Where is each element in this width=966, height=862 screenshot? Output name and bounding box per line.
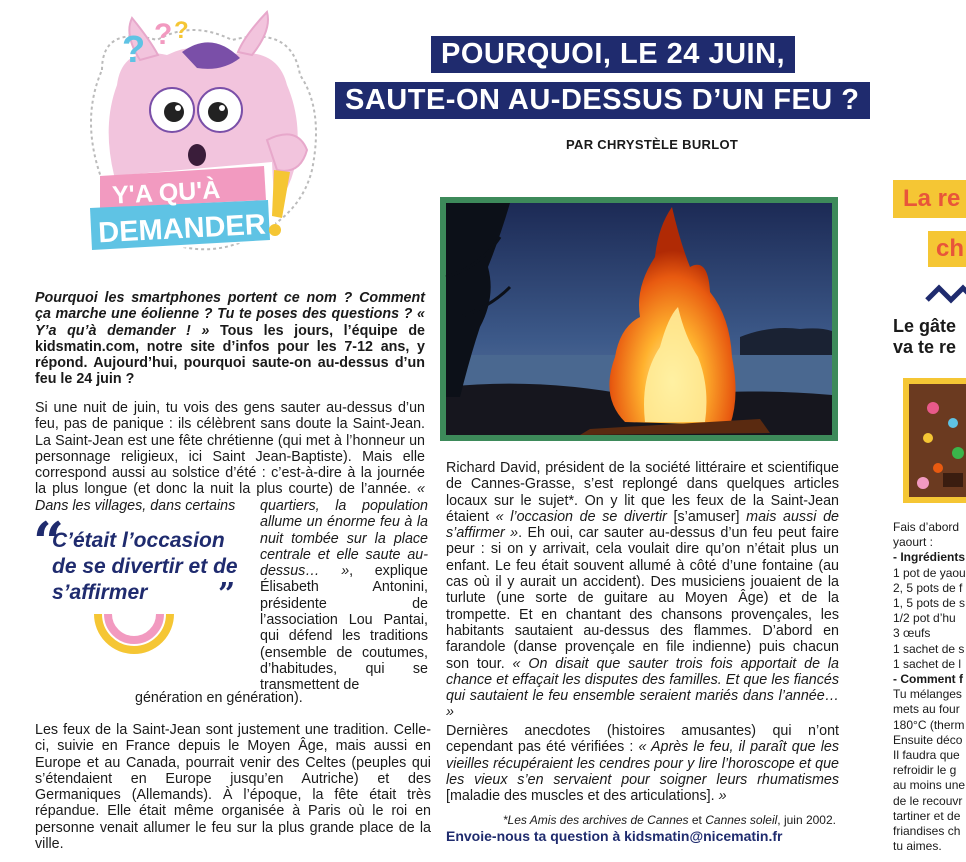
- p1-text: Si une nuit de juin, tu vois des gens sauter au-dessus d’un feu, pas de panique : ils célèbrent sans doute la Saint-Jean. La Saint-Jean est une fête chrétienne (qui met à l’honneur un personnage religieux, ici Saint Jean-Baptiste). Mais elle correspond aussi au solstice d’été : c’est-à-dire à la journée la plus longue (et donc la nuit la plus courte) de l’année.: [35, 400, 425, 498]
- sidebar-recipe-line: yaourt :: [893, 535, 934, 550]
- sidebar-recipe-text: [893, 520, 966, 854]
- p3-quote-1: « l’occasion de se divertir: [495, 508, 667, 525]
- intro-questions: Pourquoi les smartphones portent ce nom ? Comment ça marche une éolienne ? Tu te poses des questions ? « Y’a qu’à demander ! »: [35, 290, 425, 339]
- footnote: [486, 813, 836, 827]
- byline: PAR CHRYSTÈLE BURLOT: [566, 137, 739, 152]
- sidebar-recipe-line: friandises ch: [893, 824, 961, 839]
- body-paragraph-1-end: génération en génération).: [135, 690, 303, 706]
- svg-text:?: ?: [122, 29, 146, 71]
- sidebar-heading-2: ch: [928, 231, 966, 267]
- footnote-a: *Les Amis des archives de Cannes: [502, 813, 689, 827]
- p3-text-c: . Eh oui, car sauter au-dessus d’un feu peut faire peur : si on y arrivait, cela voulait dire qu’on n’était plus un enfant. Le feu était souvent allumé à côté d’une fontaine (au cas où il y aurait un accident). Des musiciens jouaient de la turlute (une sorte de guitare au Moyen Âge) et de la trompette. Et en chantant des chansons provençales, les habitants sautaient au-dessus des flammes. D’abord en farandole (danse provençale en file indienne) puis chacun son tour.: [446, 525, 839, 672]
- sidebar-recipe-line: 1/2 pot d’hu: [893, 611, 956, 626]
- sidebar-recipe-line: - Comment f: [893, 672, 963, 687]
- p4-quote: « Après le feu, il paraît que les vieilles récupéraient les cendres pour y lire l’horoscope et que les vieux s’en servaient pour soigner leurs rhumatismes: [446, 739, 839, 788]
- p3-quote-2: mais aussi de s’affirmer »: [446, 508, 839, 542]
- body-paragraph-4: [446, 723, 839, 804]
- rainbow-arc-decoration: [92, 608, 176, 658]
- sidebar-recipe-line: Ensuite déco: [893, 732, 963, 747]
- badge-line2: DEMANDER: [97, 208, 267, 250]
- intro-rest: Tous les jours, l’équipe de kidsmatin.com, notre site d’infos pour les 7-12 ans, y répond. Aujourd’hui, pourquoi saute-on au-dessus d’un feu le 24 juin ?: [35, 322, 425, 388]
- sidebar-recipe-line: mets au four: [893, 702, 960, 717]
- p3-text-a: Richard David, président de la société littéraire et scientifique de Cannes-Grasse, s’est replongé dans quelques articles locaux sur le sujet*. On y lit que les feux de la Saint-Jean étaient: [446, 460, 839, 525]
- sidebar-subtitle: [893, 316, 966, 358]
- footnote-c: Cannes soleil: [705, 813, 778, 827]
- sidebar-recipe-line: de le recouvr: [893, 793, 963, 808]
- svg-text:?: ?: [154, 18, 173, 51]
- footnote-d: , juin 2002.: [777, 813, 836, 827]
- sidebar-recipe-line: 3 œufs: [893, 626, 931, 641]
- sidebar-heading-1: La re: [893, 180, 966, 218]
- pull-quote-close-mark: ”: [218, 577, 236, 612]
- sidebar-recipe-line: 2, 5 pots de f: [893, 580, 963, 595]
- sidebar-recipe-line: 1, 5 pots de s: [893, 596, 966, 611]
- chevron-decoration-icon: [925, 282, 966, 304]
- sidebar-subtitle-line-2: va te re: [893, 337, 957, 357]
- pull-quote: C’était l’occasion de se divertir et de s’affirmer: [52, 529, 238, 604]
- sidebar-recipe-line: tu aimes.: [893, 839, 942, 854]
- sidebar-recipe-line: Tu mélanges: [893, 687, 962, 702]
- headline-line-1: POURQUOI, LE 24 JUIN,: [431, 36, 795, 73]
- svg-text:?: ?: [174, 17, 189, 44]
- p1-cont: , explique Élisabeth Antonini, présidente de l’association Lou Pantai, qui défend les traditions (ensemble de coutumes, d’habitudes, qui se transmettent de: [260, 563, 428, 694]
- mascot-illustration: [62, 0, 334, 275]
- sidebar-recipe-line: 1 pot de yaou: [893, 565, 966, 580]
- sidebar-recipe-line: au moins une: [893, 778, 966, 793]
- pull-quote-open-mark: “: [33, 510, 65, 574]
- sidebar-recipe-line: 1 sachet de l: [893, 656, 962, 671]
- sidebar-recipe-line: refroidir le g: [893, 763, 957, 778]
- p3-text-b: [s’amuser]: [666, 508, 747, 525]
- sidebar-recipe-line: tartiner et de: [893, 808, 961, 823]
- cake-photo: [903, 378, 966, 503]
- p1-quote-start: « Dans les villages, dans certains: [35, 481, 425, 514]
- body-paragraph-1-wrap: [260, 498, 428, 694]
- sidebar-recipe-line: 180°C (therm: [893, 717, 965, 732]
- sidebar-recipe-line: 1 sachet de s: [893, 641, 965, 656]
- headline-line-2: SAUTE-ON AU-DESSUS D’UN FEU ?: [335, 82, 870, 119]
- body-paragraph-2: Les feux de la Saint-Jean sont justement une tradition. Celle-ci, suivie en France depuis le Moyen Âge, mais aussi en Europe et au Canada, pourrait venir des Celtes (peuples qui s’étendaient en Europe jusqu’en Autriche) et des Germaniques (Allemands). À l’époque, la fête était très répandue. Elle était même organisée à Paris où le roi en personne venait allumer le feu sur la plus grande place de la ville.: [35, 722, 431, 853]
- sidebar-recipe-line: Fais d’abord: [893, 520, 960, 534]
- intro-paragraph: [35, 290, 425, 388]
- contact-line: Envoie-nous ta question à kidsmatin@nicematin.fr: [446, 828, 783, 844]
- p4-quote-end: »: [718, 788, 727, 805]
- badge-line1: Y'A QU'À: [111, 176, 221, 210]
- sidebar-recipe-line: - Ingrédients: [893, 550, 966, 565]
- p1-quote-cont: quartiers, la population allume un énorme feu à la nuit tombée sur la place centrale et elle saute au-dessus… »: [260, 498, 428, 580]
- body-paragraph-1: [35, 400, 425, 514]
- sidebar-recipe-line: Il faudra que: [893, 748, 960, 763]
- bonfire-photo: [440, 197, 838, 441]
- footnote-b: et: [688, 813, 706, 827]
- body-paragraph-3: [446, 460, 839, 721]
- p3-quote-3: « On disait que sauter trois fois apportait de la chance et effaçait les disputes des familles. Et que les fiancés qui sautaient le feu ensemble seraient mariés dans l’année… »: [446, 655, 839, 721]
- sidebar-subtitle-line-1: Le gâte: [893, 316, 957, 336]
- p4-text-a: Dernières anecdotes (histoires amusantes) qui n’ont cependant pas été vérifiées :: [446, 723, 839, 756]
- p4-text-b: [maladie des muscles et des articulations].: [446, 788, 719, 805]
